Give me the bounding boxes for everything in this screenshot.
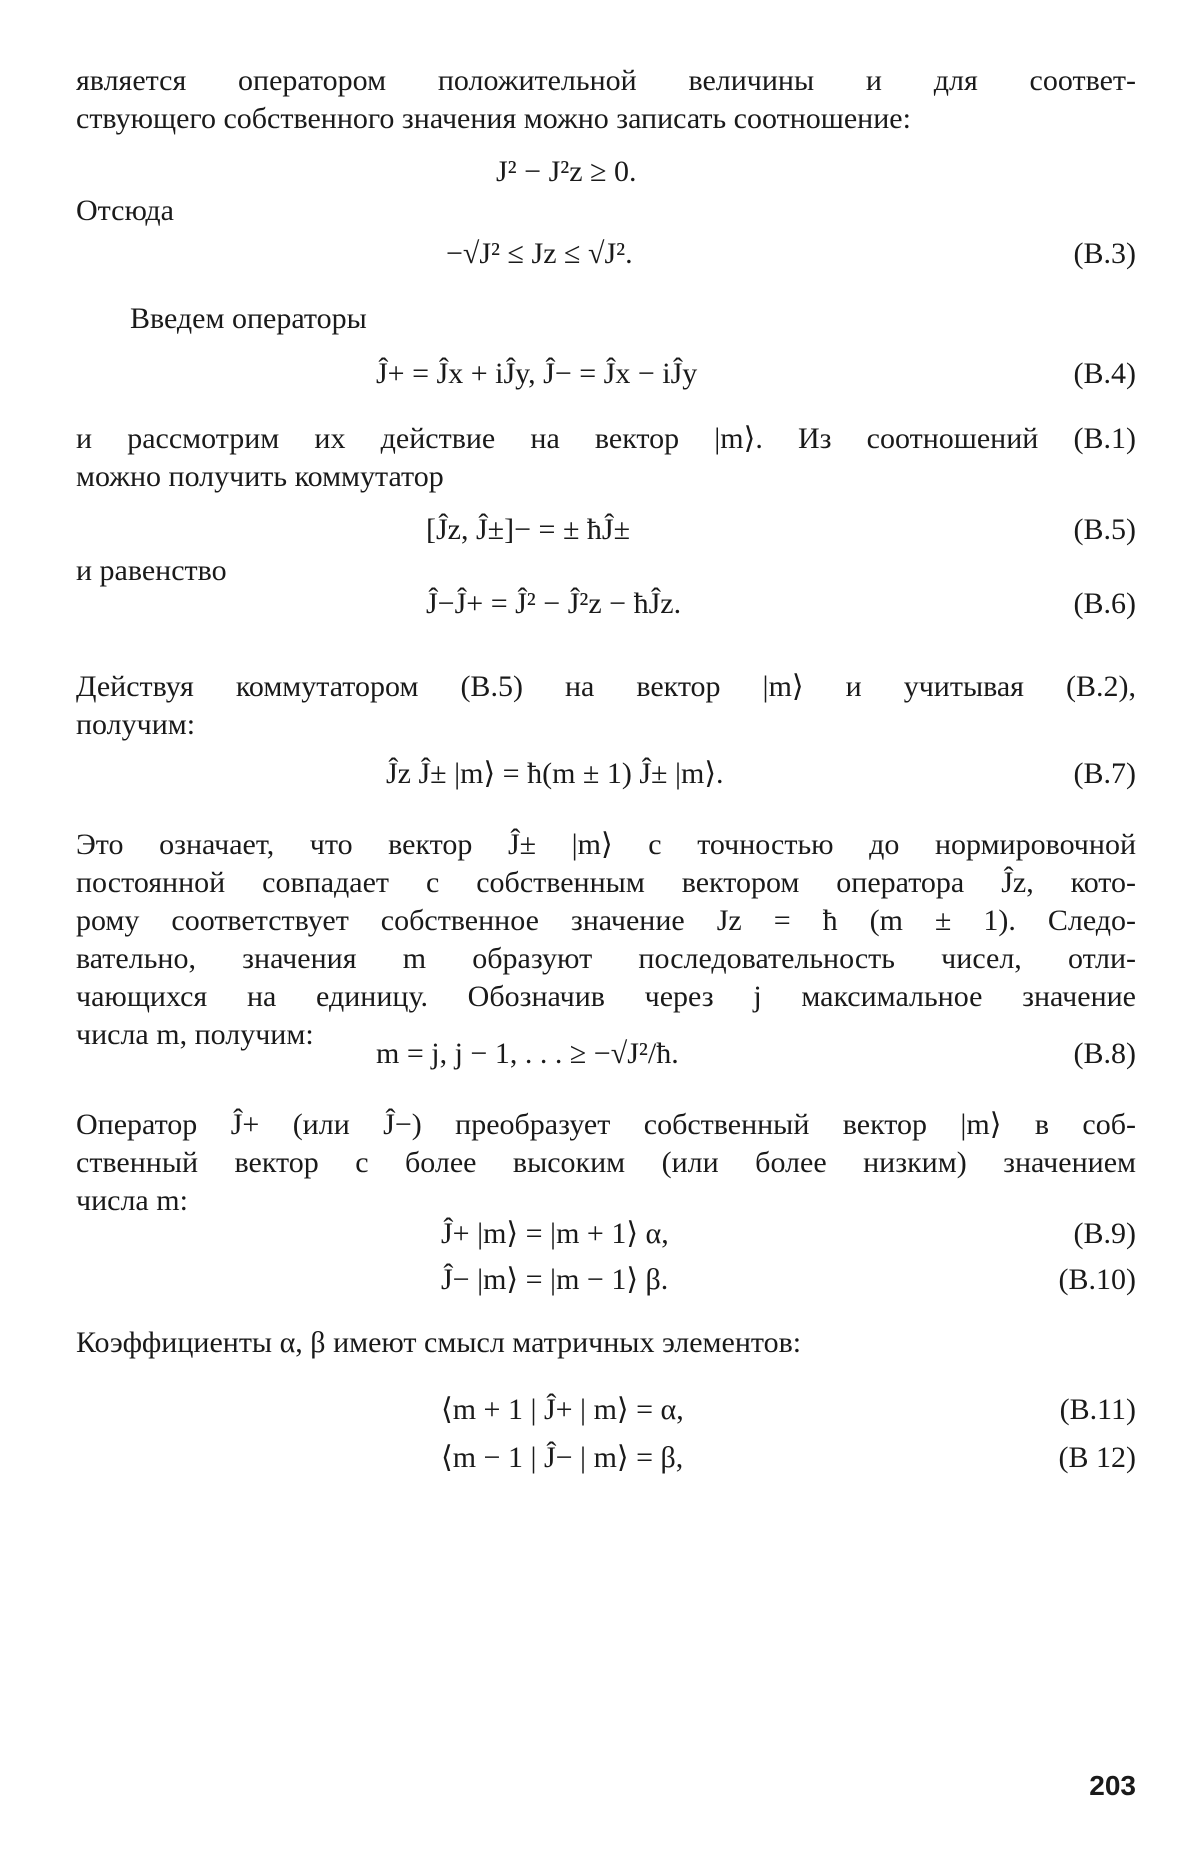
text-line: Действуя коммутатором (В.5) на вектор |m⟩ и учитывая (В.2),: [76, 670, 1136, 703]
paragraph-7: [76, 826, 1136, 1054]
equation-formula: Ĵ+ = Ĵx + iĴy, Ĵ− = Ĵx − iĴy: [376, 357, 698, 390]
text-line: вательно, значения m образуют последовательность чисел, отли-: [76, 942, 1136, 975]
equation-number: (В.4): [1073, 357, 1136, 390]
equation-formula: Ĵ+ |m⟩ = |m + 1⟩ α,: [441, 1217, 669, 1250]
equation-number: (В.6): [1073, 587, 1136, 620]
page-number: 203: [1089, 1770, 1136, 1801]
equation-formula: Ĵ−Ĵ+ = Ĵ² − Ĵ²z − ħĴz.: [426, 587, 682, 620]
equation-formula: ⟨m − 1 | Ĵ− | m⟩ = β,: [441, 1441, 684, 1474]
paragraph-4: [76, 420, 1136, 496]
paragraph-1: [76, 62, 1136, 138]
text-line: числа m, получим:: [76, 1018, 314, 1051]
equation-formula: ⟨m + 1 | Ĵ+ | m⟩ = α,: [441, 1393, 684, 1426]
equation-4: [76, 582, 1136, 626]
equation-3: [76, 508, 1136, 552]
equation-number: (В 12): [1058, 1441, 1136, 1474]
text-line: рому соответствует собственное значение Jz = ħ (m ± 1). Следо-: [76, 904, 1136, 937]
equation-5: [76, 752, 1136, 796]
text-line: Отсюда: [76, 194, 174, 227]
equation-formula: J² − J²z ≥ 0.: [496, 155, 637, 188]
text-line: ствующего собственного значения можно записать соотношение:: [76, 102, 911, 135]
paragraph-6: [76, 668, 1136, 744]
text-line: ственный вектор с более высоким (или более низким) значением: [76, 1146, 1136, 1179]
equation-formula: −√J² ≤ Jz ≤ √J².: [446, 237, 633, 270]
text-line: постоянной совпадает с собственным вектором оператора Ĵz, кото-: [76, 866, 1136, 899]
equation-number: (В.5): [1073, 513, 1136, 546]
text-line: Оператор Ĵ+ (или Ĵ−) преобразует собственный вектор |m⟩ в соб-: [76, 1108, 1136, 1141]
equation-formula: m = j, j − 1, . . . ≥ −√J²/ħ.: [376, 1037, 679, 1070]
equation-number: (В.3): [1073, 237, 1136, 270]
equation-number: (В.11): [1059, 1393, 1136, 1426]
paragraph-3: [76, 300, 1136, 338]
text-line: можно получить коммутатор: [76, 460, 444, 493]
equation-10: [76, 1436, 1136, 1480]
text-line: Введем операторы: [130, 302, 367, 335]
text-line: Коэффициенты α, β имеют смысл матричных элементов:: [76, 1326, 802, 1359]
text-line: Это означает, что вектор Ĵ± |m⟩ с точностью до нормировочной: [76, 828, 1136, 861]
equation-8: [76, 1258, 1136, 1302]
equation-number: (В.10): [1058, 1263, 1136, 1296]
equation-formula: Ĵz Ĵ± |m⟩ = ħ(m ± 1) Ĵ± |m⟩.: [386, 757, 724, 790]
text-line: получим:: [76, 708, 196, 741]
text-line: чающихся на единицу. Обозначив через j максимальное значение: [76, 980, 1136, 1013]
text-line: является оператором положительной величины и для соответ-: [76, 64, 1136, 97]
equation-number: (В.7): [1073, 757, 1136, 790]
equation-number: (В.8): [1073, 1037, 1136, 1070]
equation-2: [76, 352, 1136, 396]
equation-0: [76, 150, 1136, 194]
paragraph-9: [76, 1324, 1136, 1362]
paragraph-2: [76, 192, 1136, 230]
book-page: [76, 0, 1136, 1868]
equation-7: [76, 1212, 1136, 1256]
equation-formula: Ĵ− |m⟩ = |m − 1⟩ β.: [441, 1263, 669, 1296]
text-line: и равенство: [76, 554, 227, 587]
equation-6: [76, 1032, 1136, 1076]
equation-9: [76, 1388, 1136, 1432]
equation-number: (В.9): [1073, 1217, 1136, 1250]
equation-formula: [Ĵz, Ĵ±]− = ± ħĴ±: [426, 513, 631, 546]
text-line: и рассмотрим их действие на вектор |m⟩. Из соотношений (В.1): [76, 422, 1136, 455]
paragraph-8: [76, 1106, 1136, 1220]
text-line: числа m:: [76, 1184, 188, 1217]
equation-1: [76, 232, 1136, 276]
